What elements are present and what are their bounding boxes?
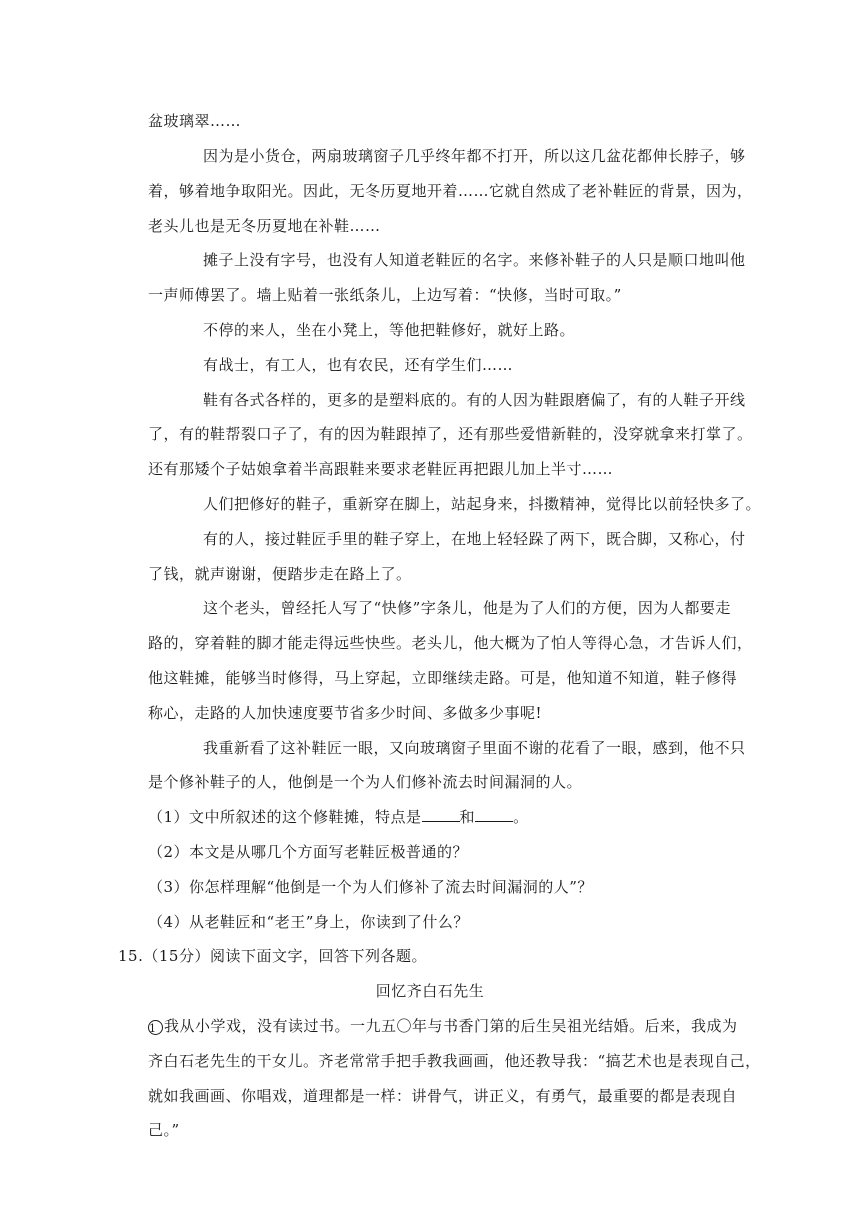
answer-blank-2[interactable] [475, 807, 513, 822]
passage-line: 有战士，有工人，也有农民，还有学生们…… [203, 356, 514, 374]
passage-line: 不停的来人，坐在小凳上，等他把鞋修好，就好上路。 [203, 321, 576, 339]
article-line: 齐白石老先生的干女儿。齐老常常手把手教我画画，他还教导我：“搞艺术也是表现自己， [148, 1052, 761, 1070]
question-1-prefix: （1）文中所叙述的这个修鞋摊，特点是 [148, 808, 422, 826]
question-2: （2）本文是从哪几个方面写老鞋匠极普通的？ [148, 843, 469, 861]
passage-line: 还有那矮个子姑娘拿着半高跟鞋来要求老鞋匠再把跟儿加上半寸…… [148, 460, 614, 478]
passage-line: 因为是小货仓，两扇玻璃窗子几乎终年都不打开，所以这几盆花都伸长脖子，够 [203, 147, 746, 165]
passage-line: 盆玻璃翠…… [148, 112, 242, 130]
passage-line: 是个修补鞋子的人，他倒是一个为人们修补流去时间漏洞的人。 [148, 773, 583, 791]
question-3: （3）你怎样理解“他倒是一个为人们修补了流去时间漏洞的人”？ [148, 878, 593, 896]
passage-line: 了，有的鞋帮裂口子了，有的因为鞋跟掉了，还有那些爱惜新鞋的，没穿就拿来打掌了。 [148, 425, 753, 443]
answer-blank-1[interactable] [422, 807, 460, 822]
question-1 [148, 807, 529, 827]
passage-line: 路的，穿着鞋的脚才能走得远些快些。老头儿，他大概为了怕人等得心急，才告诉人们， [148, 634, 753, 652]
passage-line: 他这鞋摊，能够当时修得，马上穿起，立即继续走路。可是，他知道不知道，鞋子修得 [148, 669, 738, 687]
passage-line: 有的人，接过鞋匠手里的鞋子穿上，在地上轻轻跺了两下，既合脚，又称心，付 [203, 530, 746, 548]
paragraph-number-circle: 1 [148, 1020, 163, 1035]
article-title: 回忆齐白石先生 [375, 982, 485, 1000]
passage-line: 称心，走路的人加快速度要节省多少时间、多做多少事呢! [148, 704, 543, 722]
question-1-suffix: 。 [513, 808, 529, 826]
article-line-text: 我从小学戏，没有读过书。一九五〇年与书香门第的后生吴祖光结婚。后来，我成为 [164, 1017, 738, 1035]
passage-line: 鞋有各式各样的，更多的是塑料底的。有的人因为鞋跟磨偏了，有的人鞋子开线 [203, 391, 746, 409]
passage-line: 一声师傅罢了。墙上贴着一张纸条儿，上边写着：“快修，当时可取。” [148, 286, 622, 304]
passage-line: 摊子上没有字号，也没有人知道老鞋匠的名字。来修补鞋子的人只是顺口地叫他 [203, 251, 746, 269]
passage-line: 着，够着地争取阳光。因此，无冬历夏地开着……它就自然成了老补鞋匠的背景，因为， [148, 182, 753, 200]
article-line [148, 1016, 738, 1036]
passage-line: 人们把修好的鞋子，重新穿在脚上，站起身来，抖擞精神，觉得比以前轻快多了。 [203, 495, 762, 513]
article-line: 就如我画画、你唱戏，道理都是一样：讲骨气，讲正义，有勇气，最重要的都是表现自 [148, 1087, 738, 1105]
passage-line: 这个老头，曾经托人写了“快修”字条儿，他是为了人们的方便，因为人都要走 [203, 599, 731, 617]
question-1-mid: 和 [459, 808, 476, 826]
passage-line: 我重新看了这补鞋匠一眼，又向玻璃窗子里面不谢的花看了一眼，感到，他不只 [203, 739, 746, 757]
question-15-header: 15.（15分）阅读下面文字，回答下列各题。 [118, 947, 427, 965]
passage-line: 了钱，就声谢谢，便踏步走在路上了。 [148, 565, 412, 583]
passage-line: 老头儿也是无冬历夏地在补鞋…… [148, 217, 381, 235]
question-4: （4）从老鞋匠和“老王”身上，你读到了什么？ [148, 913, 469, 931]
article-line: 己。” [148, 1121, 180, 1139]
